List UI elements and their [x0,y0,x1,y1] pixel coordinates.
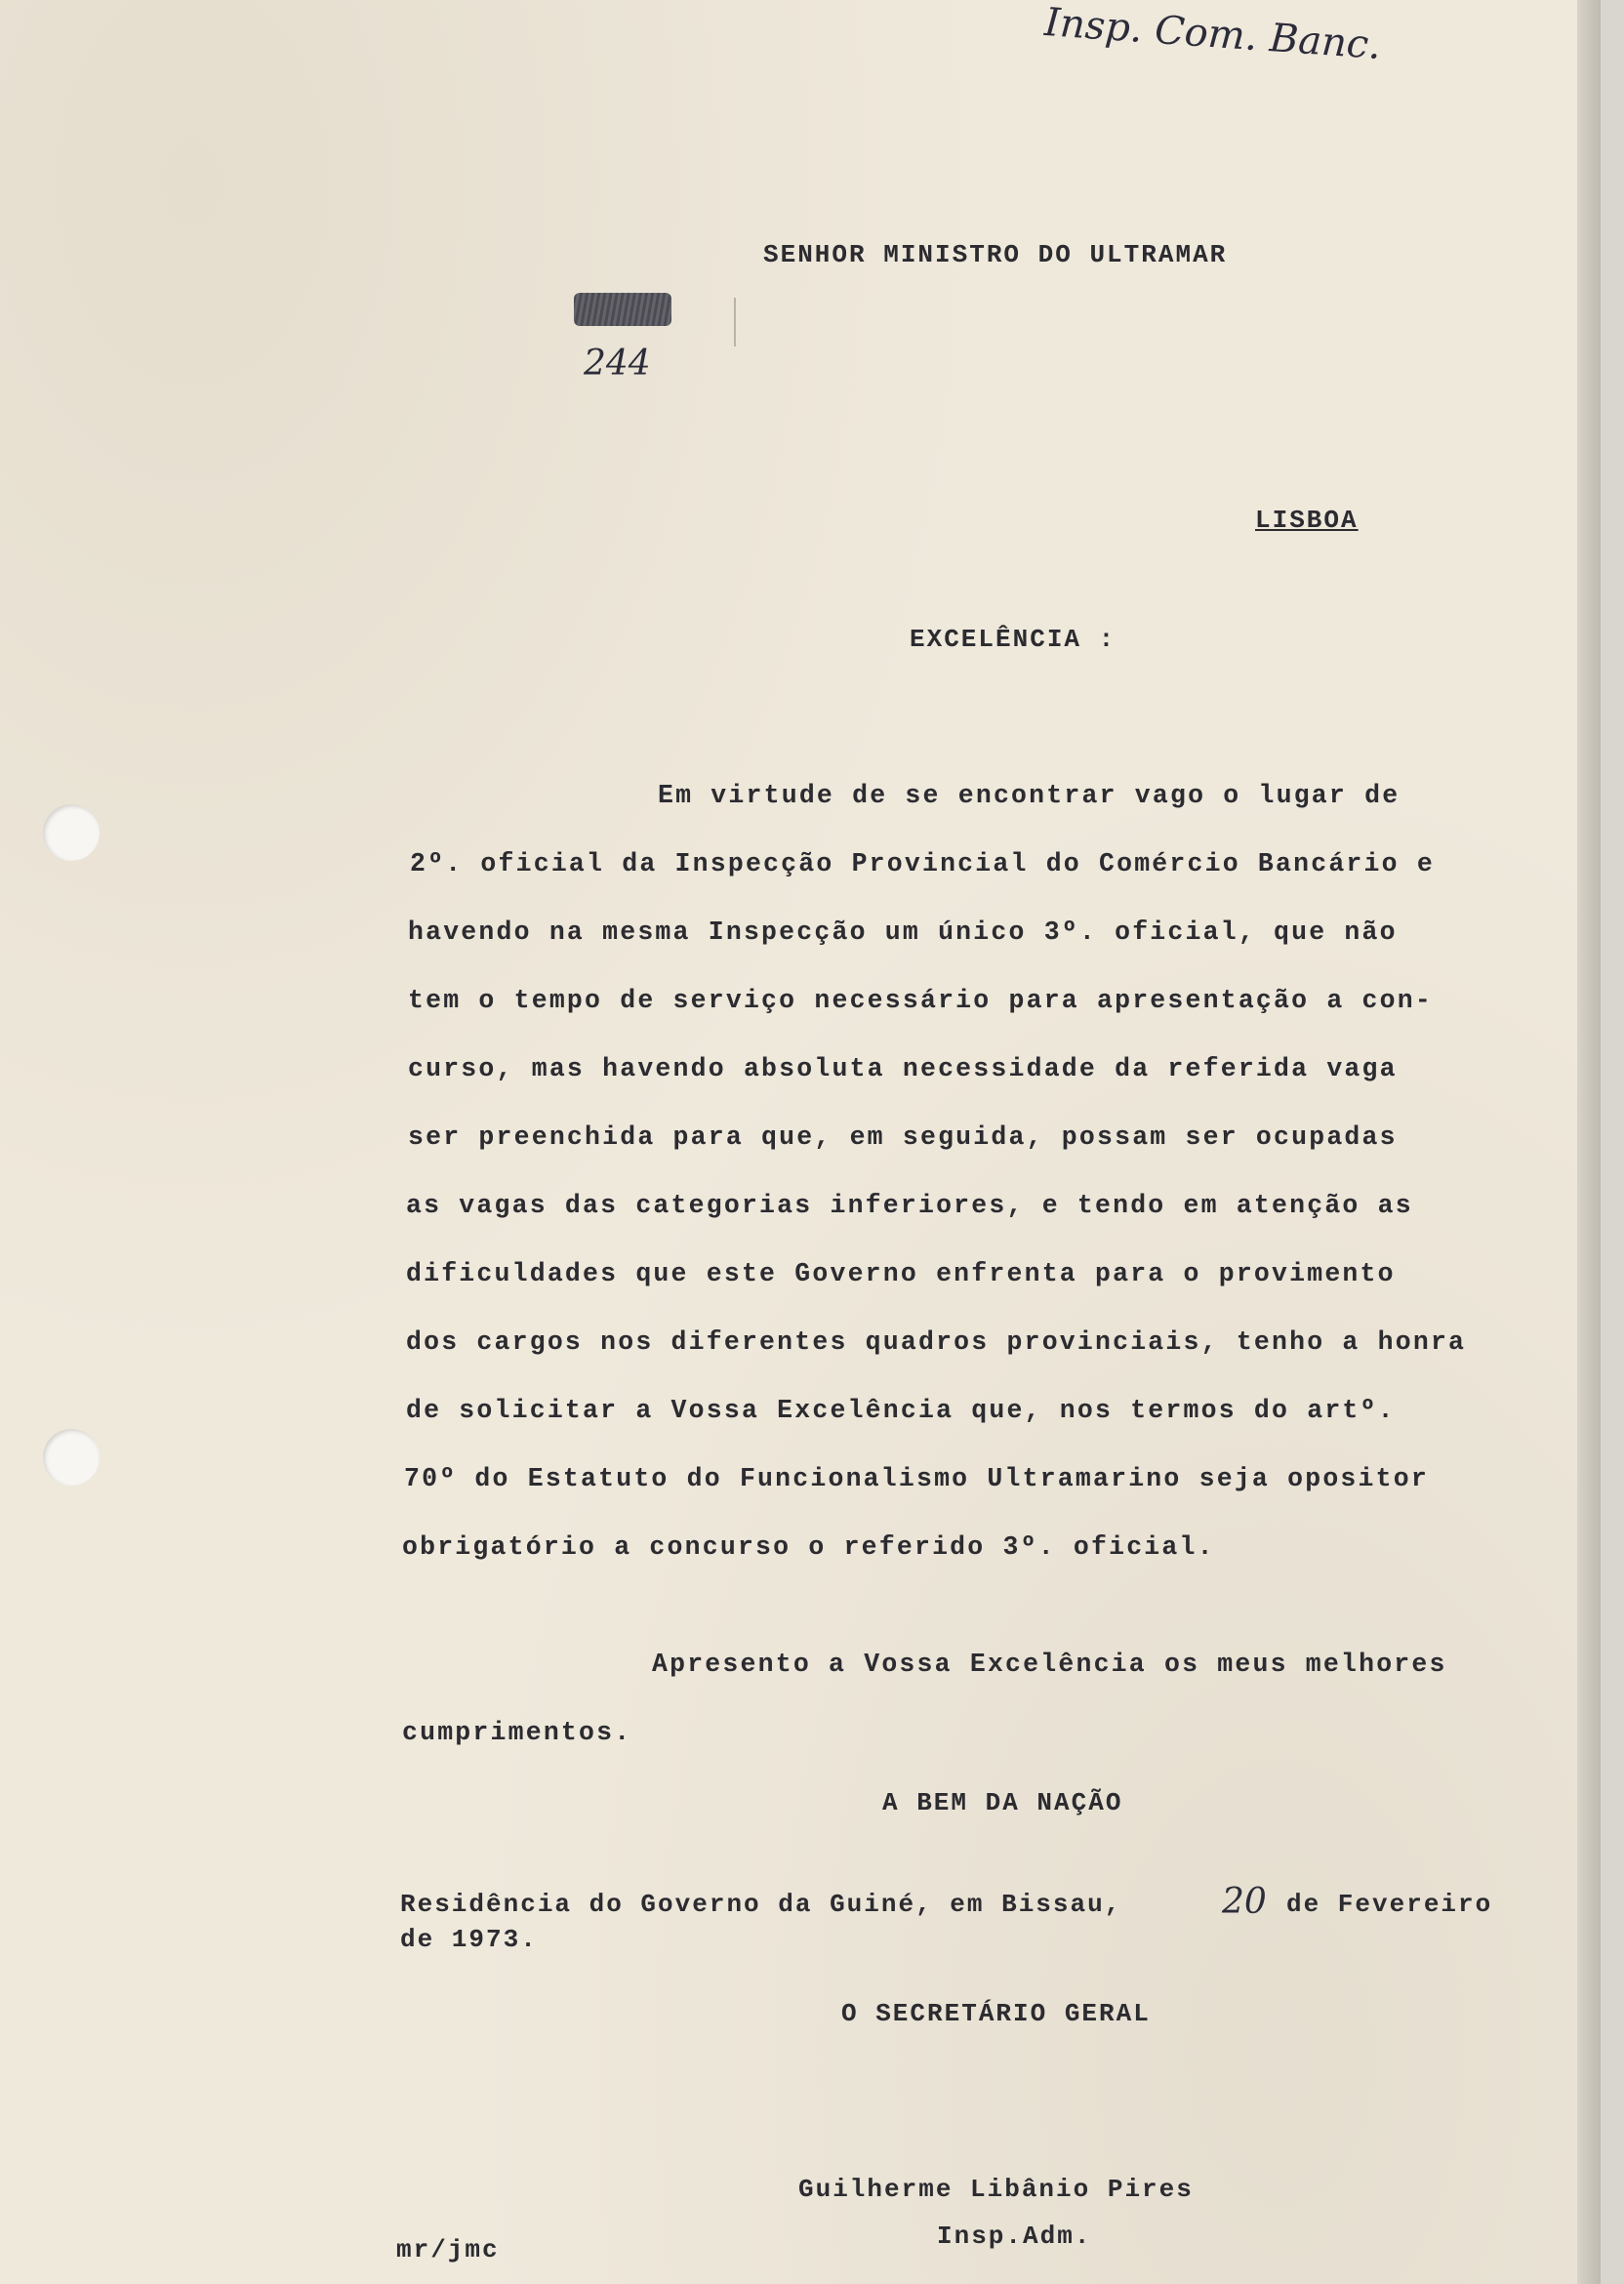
body-line: Em virtude de se encontrar vago o lugar de [658,781,1401,810]
body-line: tem o tempo de serviço necessário para apresentação a con- [408,986,1433,1015]
page-edge [1577,0,1601,2284]
salutation: EXCELÊNCIA : [910,625,1116,654]
place-line-start: Residência do Governo da Guiné, em Bissau, [400,1890,1122,1919]
motto: A BEM DA NAÇÃO [882,1788,1123,1817]
punch-hole-bottom [43,1429,100,1486]
body-line: 2º. oficial da Inspecção Provincial do Comércio Bancário e [410,849,1435,878]
body-line: havendo na mesma Inspecção um único 3º. oficial, que não [408,918,1398,947]
handwritten-ref-number: 244 [584,344,651,384]
body-line: 70º do Estatuto do Funcionalismo Ultramarino seja opositor [404,1464,1429,1493]
body-line: de solicitar a Vossa Excelência que, nos termos do artº. [406,1396,1396,1425]
signatory-role: Insp.Adm. [937,2222,1092,2251]
signatory-title: O SECRETÁRIO GERAL [841,1999,1151,2028]
body-line: obrigatório a concurso o referido 3º. oficial. [402,1532,1215,1562]
body-line: curso, mas havendo absoluta necessidade da referida vaga [408,1054,1398,1083]
closing-line: Apresento a Vossa Excelência os meus melhores [652,1650,1447,1679]
typist-initials: mr/jmc [396,2235,500,2264]
addressee: SENHOR MINISTRO DO ULTRAMAR [763,240,1228,269]
city: LISBOA [1255,506,1359,535]
year-line: de 1973. [400,1925,538,1954]
body-line: dos cargos nos diferentes quadros provinciais, tenho a honra [406,1327,1467,1357]
signatory-name: Guilherme Libânio Pires [798,2175,1194,2204]
body-line: as vagas das categorias inferiores, e tendo em atenção as [406,1191,1413,1220]
punch-hole-top [43,804,100,861]
handwritten-date-day: 20 [1222,1882,1267,1922]
crossed-out-number [574,293,671,326]
margin-mark [734,298,736,347]
closing-line: cumprimentos. [402,1718,632,1747]
body-line: ser preenchida para que, em seguida, possam ser ocupadas [408,1122,1398,1152]
body-line: dificuldades que este Governo enfrenta para o provimento [406,1259,1396,1288]
place-line-end: de Fevereiro [1286,1890,1493,1919]
handwritten-note-top: Insp. Com. Banc. [1042,0,1383,68]
